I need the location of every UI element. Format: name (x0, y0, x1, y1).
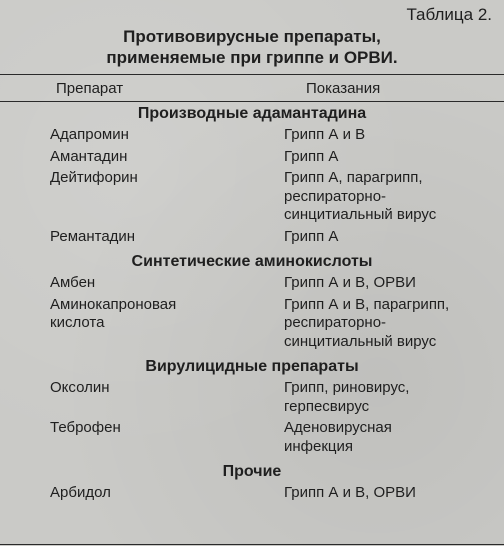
drug-name-line: Арбидол (50, 484, 111, 501)
table-row (0, 419, 504, 456)
table-row (0, 484, 504, 503)
drug-cell (50, 126, 270, 145)
drug-name-line: Ремантадин (50, 227, 136, 245)
indication-cell (284, 379, 499, 416)
indication-cell (284, 228, 499, 247)
table-row (0, 148, 504, 167)
title-line-2: применяемые при гриппе и ОРВИ. (106, 48, 398, 67)
indication-cell (284, 419, 499, 456)
drug-name-line: Оксолин (50, 379, 110, 396)
drug-name-line: Амантадин (50, 147, 128, 165)
indication-line: Грипп А (284, 227, 339, 245)
indication-cell (284, 148, 499, 167)
column-header-drug: Препарат (56, 80, 124, 97)
drug-name-line: Амбен (50, 274, 96, 291)
indication-line: Грипп А, парагрипп, (284, 169, 423, 186)
table-row (0, 228, 504, 247)
bottom-rule (0, 544, 504, 545)
indication-line: респираторно- (284, 187, 387, 205)
indication-line: Грипп, риновирус, (284, 379, 410, 396)
header-rule (0, 101, 504, 102)
indication-cell (284, 169, 499, 225)
table-row (0, 169, 504, 225)
drug-name-line: Теброфен (50, 419, 121, 436)
drug-cell (50, 419, 270, 438)
table-title (0, 26, 504, 68)
indication-line: Грипп А и В, ОРВИ (284, 274, 416, 291)
indication-line: герпесвирус (284, 397, 370, 415)
indication-line: Грипп А и В (284, 126, 366, 143)
drug-cell (50, 169, 270, 188)
drug-name-line: Дейтифорин (50, 169, 138, 186)
indication-line: инфекция (284, 437, 354, 455)
table-row (0, 379, 504, 416)
drug-name-line: Аминокапроновая (50, 295, 177, 313)
table-body (0, 104, 504, 503)
indication-line: Грипп А и В, парагрипп, (284, 295, 450, 313)
indication-line: Грипп А и В, ОРВИ (284, 484, 416, 501)
indication-cell (284, 274, 499, 293)
indication-line: Аденовирусная (284, 419, 392, 436)
drug-cell (50, 148, 270, 167)
table-row (0, 274, 504, 293)
section-heading: Прочие (222, 463, 282, 480)
table-row (0, 126, 504, 145)
table-row (0, 296, 504, 352)
drug-cell (50, 379, 270, 398)
drug-cell (50, 228, 270, 247)
top-rule (0, 74, 504, 75)
indication-cell (284, 484, 499, 503)
section-heading: Производные адамантадина (137, 105, 367, 122)
section-heading: Вирулицидные препараты (145, 358, 359, 375)
section-heading: Синтетические аминокислоты (131, 253, 373, 270)
drug-cell (50, 274, 270, 293)
table-number: Таблица 2. (406, 5, 492, 24)
indication-line: синцитиальный вирус (284, 206, 437, 223)
title-line-1: Противовирусные препараты, (123, 27, 381, 46)
column-header-indication: Показания (306, 80, 381, 97)
drug-name-line: кислота (50, 314, 105, 331)
drug-cell (50, 484, 270, 503)
indication-cell (284, 126, 499, 145)
drug-cell (50, 296, 270, 333)
indication-line: респираторно- (284, 314, 387, 331)
indication-cell (284, 296, 499, 352)
indication-line: синцитиальный вирус (284, 332, 437, 350)
indication-line: Грипп А (284, 147, 339, 165)
drug-name-line: Адапромин (50, 126, 129, 143)
